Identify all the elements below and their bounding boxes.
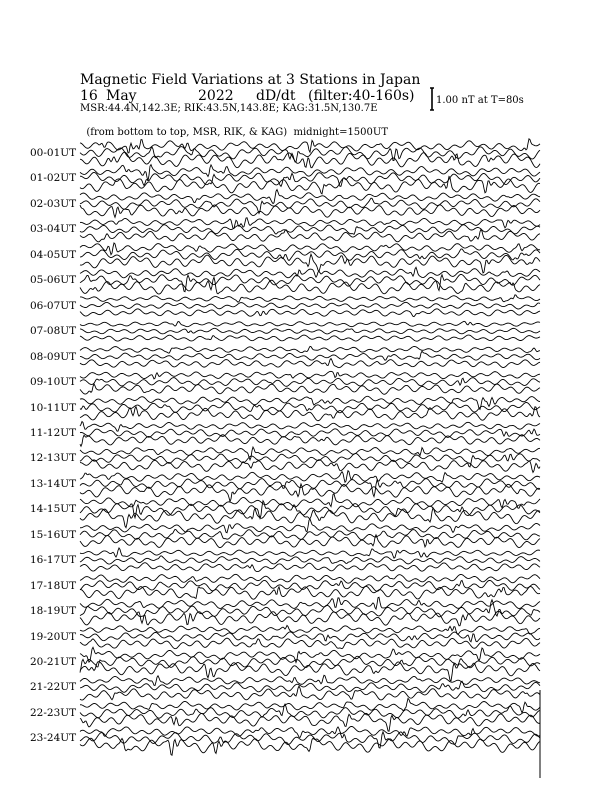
hour-label: 03-04UT [30, 223, 77, 236]
trace-msr-07-08UT [80, 321, 540, 326]
trace-kag-22-23UT [80, 713, 540, 731]
hour-label: 23-24UT [30, 732, 77, 745]
hour-label: 15-16UT [30, 528, 77, 541]
trace-rik-08-09UT [80, 351, 540, 360]
hour-label: 04-05UT [30, 248, 77, 261]
midnight-note: midnight=1500UT [293, 127, 388, 138]
scale-bar [430, 88, 434, 110]
trace-msr-08-09UT [80, 346, 540, 353]
trace-rik-21-22UT [80, 681, 540, 692]
trace-msr-03-04UT [80, 218, 540, 229]
trace-rik-19-20UT [80, 632, 540, 642]
trace-msr-16-17UT [80, 548, 540, 558]
chart-title: Magnetic Field Variations at 3 Stations in Japan [80, 72, 421, 88]
hour-label: 16-17UT [30, 554, 77, 567]
trace-kag-16-17UT [80, 563, 540, 572]
trace-msr-14-15UT [80, 494, 540, 509]
hour-label: 01-02UT [30, 172, 77, 185]
station-order-note: (from bottom to top, MSR, RIK, & KAG) [86, 127, 288, 138]
trace-kag-01-02UT [80, 176, 540, 193]
date-month: May [106, 88, 137, 104]
trace-msr-04-05UT [80, 243, 540, 255]
hour-label: 02-03UT [30, 197, 77, 210]
trace-rik-17-18UT [80, 580, 540, 591]
trace-msr-15-16UT [80, 519, 540, 533]
stations-line: MSR:44.4N,142.3E; RIK:43.5N,143.8E; KAG:31.5N,130.7E [80, 103, 378, 114]
hour-label: 22-23UT [30, 706, 77, 719]
hour-label: 11-12UT [30, 426, 77, 439]
trace-kag-21-22UT [80, 686, 540, 700]
hour-label: 14-15UT [30, 503, 77, 516]
hour-label: 12-13UT [30, 452, 77, 465]
hour-label: 05-06UT [30, 274, 77, 287]
trace-rik-05-06UT [80, 274, 540, 291]
hour-label: 21-22UT [30, 681, 77, 694]
hour-label: 19-20UT [30, 630, 77, 643]
date-year: 2022 [198, 88, 234, 104]
hour-label: 00-01UT [30, 147, 77, 159]
filter-label: (filter:40-160s) [308, 88, 415, 104]
trace-msr-13-14UT [80, 471, 540, 483]
trace-rik-15-16UT [80, 529, 540, 539]
trace-msr-21-22UT [80, 675, 540, 685]
trace-msr-18-19UT [80, 597, 540, 609]
hour-label: 17-18UT [30, 579, 77, 592]
trace-rik-03-04UT [80, 225, 540, 235]
trace-kag-09-10UT [80, 384, 540, 394]
trace-rik-07-08UT [80, 328, 540, 334]
trace-msr-19-20UT [80, 625, 540, 634]
hour-label: 07-08UT [30, 325, 77, 338]
trace-msr-00-01UT [80, 139, 540, 153]
trace-msr-01-02UT [80, 165, 540, 181]
trace-kag-19-20UT [80, 638, 540, 649]
trace-msr-06-07UT [80, 295, 540, 302]
hour-label: 09-10UT [30, 376, 77, 389]
trace-kag-11-12UT [80, 435, 540, 447]
hour-label: 18-19UT [30, 605, 77, 618]
trace-kag-04-05UT [80, 254, 540, 273]
trace-msr-05-06UT [80, 267, 540, 278]
hour-label: 06-07UT [30, 299, 77, 312]
trace-kag-02-03UT [80, 205, 540, 217]
scale-bar-label: 1.00 nT at T=80s [436, 95, 524, 106]
trace-rik-18-19UT [80, 600, 540, 617]
trace-rik-10-11UT [80, 402, 540, 412]
trace-kag-23-24UT [80, 738, 540, 755]
trace-kag-06-07UT [80, 309, 540, 317]
hour-label: 08-09UT [30, 350, 77, 363]
hour-label: 10-11UT [30, 401, 77, 414]
hour-label: 20-21UT [30, 656, 77, 668]
hour-label: 13-14UT [30, 477, 77, 490]
quantity-label: dD/dt [256, 88, 296, 104]
trace-kag-15-16UT [80, 535, 540, 548]
trace-kag-07-08UT [80, 335, 540, 341]
trace-kag-03-04UT [80, 229, 540, 242]
date-day: 16 [80, 88, 98, 104]
trace-rik-06-07UT [80, 302, 540, 309]
trace-msr-17-18UT [80, 574, 540, 583]
trace-rik-09-10UT [80, 378, 540, 387]
